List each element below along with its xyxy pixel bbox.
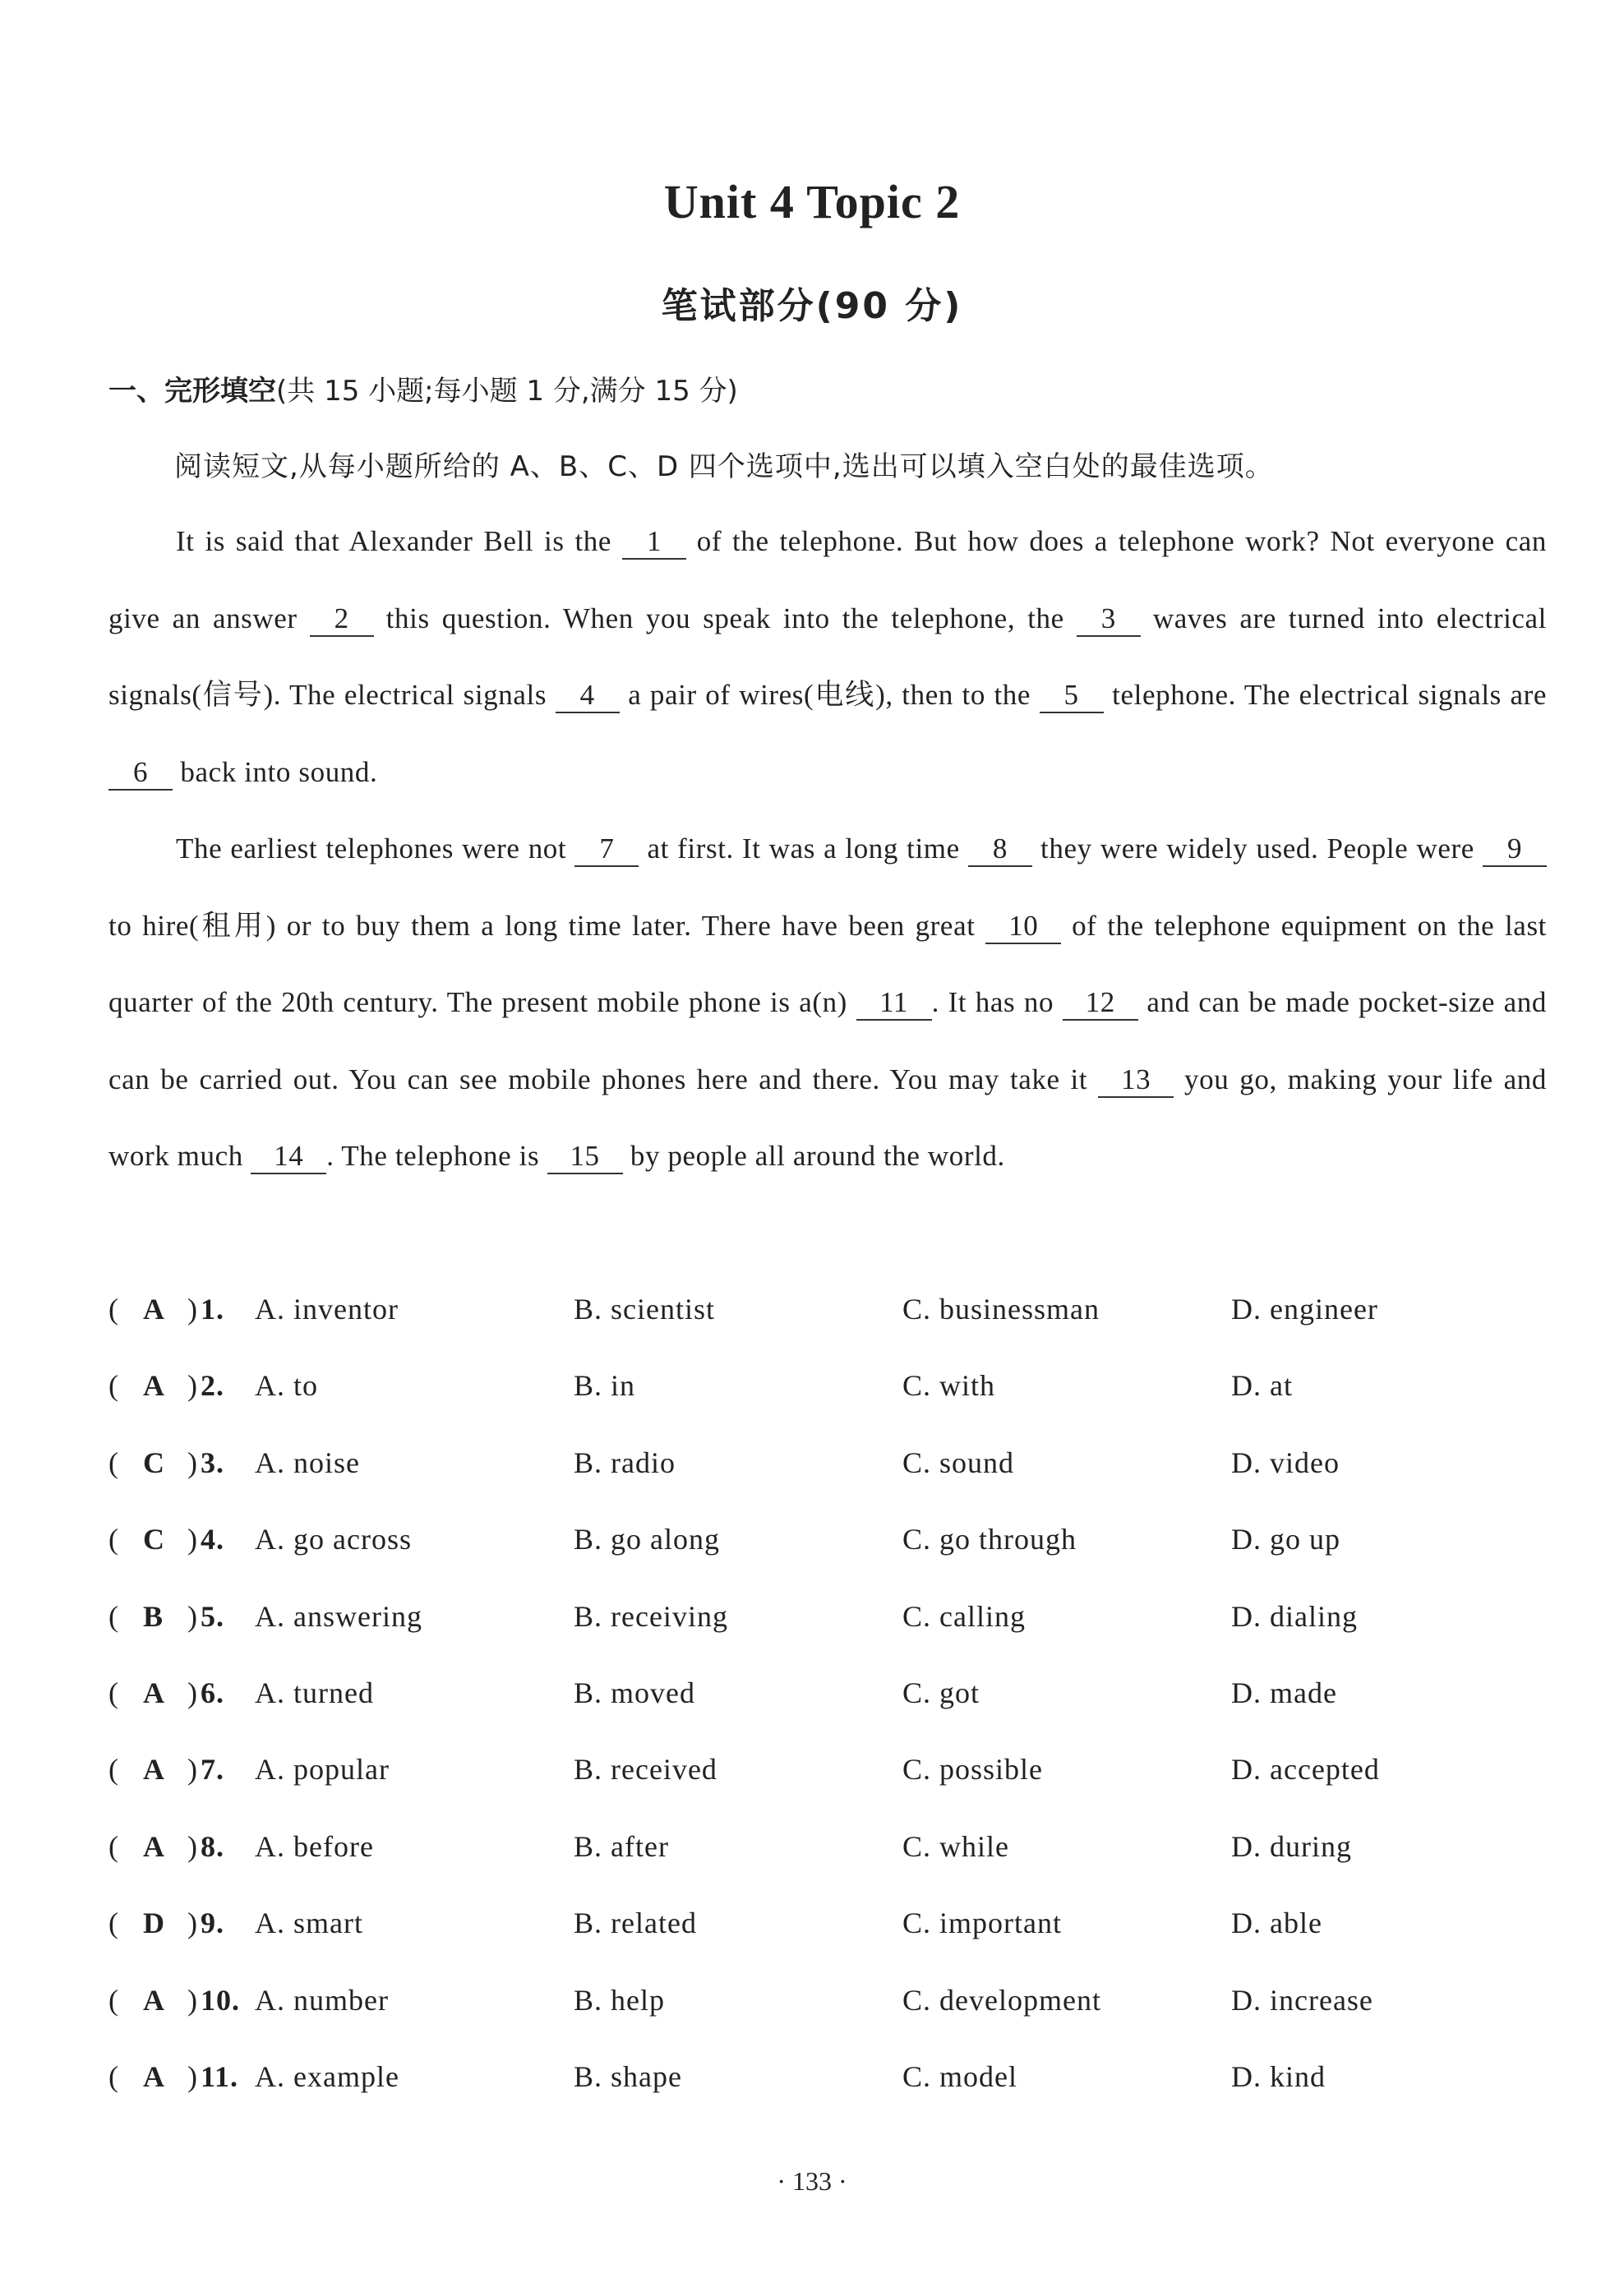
answer-mark: D — [143, 1907, 165, 1940]
question-number: 5. — [201, 1599, 224, 1633]
section-score-note: (共 15 小题;每小题 1 分,满分 15 分) — [276, 375, 738, 408]
option-b: B. go along — [574, 1523, 720, 1556]
option-d: D. during — [1231, 1829, 1352, 1863]
passage-paragraph-1 — [108, 503, 1547, 810]
blank-3: 3 — [1077, 602, 1141, 637]
passage-text: . It has no — [931, 986, 1063, 1018]
option-b: B. receiving — [574, 1599, 728, 1633]
blank-1: 1 — [622, 525, 686, 560]
option-b: B. radio — [574, 1446, 676, 1479]
passage-text: It is said that Alexander Bell is the — [176, 525, 622, 557]
passage-text: The earliest telephones were not — [176, 832, 575, 865]
paren-close: ) — [187, 1446, 198, 1479]
option-b: B. in — [574, 1369, 636, 1403]
option-b: B. help — [574, 1983, 665, 2017]
answer-mark: B — [143, 1599, 164, 1633]
paren-open: ( — [108, 1753, 119, 1787]
answer-mark: C — [143, 1523, 165, 1556]
answer-mark: A — [143, 1753, 165, 1787]
option-d: D. go up — [1231, 1523, 1340, 1556]
option-c: C. businessman — [902, 1293, 1100, 1326]
paren-open: ( — [108, 1369, 119, 1403]
option-b: B. shape — [574, 2059, 682, 2093]
question-row-4 — [108, 1509, 1547, 1585]
question-number: 8. — [201, 1829, 224, 1863]
option-c: C. possible — [902, 1753, 1044, 1787]
page-title: Unit 4 Topic 2 — [663, 175, 961, 228]
option-d: D. dialing — [1231, 1599, 1358, 1633]
option-d: D. made — [1231, 1676, 1337, 1709]
page-number: · 133 · — [777, 2166, 847, 2196]
option-b: B. received — [574, 1753, 717, 1787]
option-c: C. got — [902, 1676, 980, 1709]
question-row-9 — [108, 1893, 1547, 1969]
paren-close: ) — [187, 1293, 198, 1326]
question-list — [108, 1279, 1547, 2123]
question-row-3 — [108, 1432, 1547, 1509]
question-number: 9. — [201, 1907, 224, 1940]
page-subtitle: 笔试部分(90 分) — [661, 285, 963, 327]
blank-11: 11 — [856, 986, 932, 1021]
paren-open: ( — [108, 1599, 119, 1633]
option-a: A. answering — [255, 1599, 422, 1633]
option-c: C. while — [902, 1829, 1009, 1863]
option-d: D. kind — [1231, 2059, 1326, 2093]
option-c: C. important — [902, 1907, 1062, 1940]
option-b: B. scientist — [574, 1293, 715, 1326]
passage-text: to hire(租用) or to buy them a long time later. There have been great — [108, 909, 986, 942]
paren-open: ( — [108, 2059, 119, 2093]
passage-text: telephone. The electrical signals are — [1103, 679, 1547, 711]
answer-mark: A — [143, 1676, 165, 1709]
option-a: A. to — [255, 1369, 318, 1403]
passage-text: . The telephone is — [326, 1140, 547, 1172]
blank-5: 5 — [1040, 679, 1104, 713]
passage-text: at first. It was a long time — [639, 832, 968, 865]
option-d: D. video — [1231, 1446, 1340, 1479]
section-instruction: 阅读短文,从每小题所给的 A、B、C、D 四个选项中,选出可以填入空白处的最佳选项。 — [174, 450, 1274, 483]
blank-2: 2 — [310, 602, 374, 637]
passage-text: they were widely used. People were — [1031, 832, 1483, 865]
blank-4: 4 — [556, 679, 620, 713]
option-c: C. model — [902, 2059, 1017, 2093]
answer-mark: C — [143, 1446, 165, 1479]
paren-close: ) — [187, 2059, 198, 2093]
question-row-7 — [108, 1739, 1547, 1815]
option-a: A. turned — [255, 1676, 374, 1709]
paren-open: ( — [108, 1446, 119, 1479]
paren-open: ( — [108, 1523, 119, 1556]
option-d: D. engineer — [1231, 1293, 1378, 1326]
blank-6: 6 — [108, 756, 173, 791]
question-row-10 — [108, 1970, 1547, 2046]
option-d: D. increase — [1231, 1983, 1373, 2017]
answer-mark: A — [143, 1829, 165, 1863]
option-b: B. moved — [574, 1676, 695, 1709]
paren-open: ( — [108, 1676, 119, 1709]
blank-8: 8 — [968, 832, 1032, 867]
option-a: A. go across — [255, 1523, 412, 1556]
passage-text: of the telephone equipment on the last quarter of the 20th century. The present mobile phone is a(n) — [108, 909, 1547, 1018]
question-number: 11. — [201, 2059, 239, 2093]
answer-mark: A — [143, 1369, 165, 1403]
question-number: 4. — [201, 1523, 224, 1556]
blank-10: 10 — [985, 910, 1061, 944]
blank-15: 15 — [547, 1140, 623, 1174]
question-number: 2. — [201, 1369, 224, 1403]
passage-text: back into sound. — [173, 755, 378, 788]
question-number: 3. — [201, 1446, 224, 1479]
option-a: A. noise — [255, 1446, 360, 1479]
question-row-11 — [108, 2046, 1547, 2123]
option-a: A. popular — [255, 1753, 390, 1787]
question-row-2 — [108, 1355, 1547, 1432]
cloze-passage — [108, 503, 1547, 1195]
blank-7: 7 — [574, 832, 639, 867]
question-row-6 — [108, 1662, 1547, 1739]
paren-close: ) — [187, 1829, 198, 1863]
option-c: C. calling — [902, 1599, 1026, 1633]
option-c: C. development — [902, 1983, 1101, 2017]
option-d: D. at — [1231, 1369, 1293, 1403]
paren-open: ( — [108, 1829, 119, 1863]
passage-text: a pair of wires(电线), then to the — [619, 679, 1040, 711]
passage-text: of the telephone. But how does a telephone work? Not everyone can give an answer — [108, 525, 1547, 634]
paren-open: ( — [108, 1907, 119, 1940]
paren-open: ( — [108, 1983, 119, 2017]
option-a: A. number — [255, 1983, 389, 2017]
paren-close: ) — [187, 1599, 198, 1633]
paren-close: ) — [187, 1983, 198, 2017]
paren-open: ( — [108, 1293, 119, 1326]
option-a: A. example — [255, 2059, 399, 2093]
option-d: D. accepted — [1231, 1753, 1380, 1787]
passage-text: you go, making your life and work much — [108, 1063, 1547, 1172]
option-c: C. with — [902, 1369, 996, 1403]
question-row-8 — [108, 1816, 1547, 1893]
paren-close: ) — [187, 1907, 198, 1940]
passage-text: this question. When you speak into the telephone, the — [373, 602, 1077, 634]
answer-mark: A — [143, 1983, 165, 2017]
option-a: A. smart — [255, 1907, 363, 1940]
passage-text: waves are turned into electrical signals(信号). The electrical signals — [108, 602, 1548, 711]
option-a: A. before — [255, 1829, 374, 1863]
option-b: B. after — [574, 1829, 669, 1863]
question-number: 7. — [201, 1753, 224, 1787]
question-number: 10. — [201, 1983, 240, 2017]
paren-close: ) — [187, 1523, 198, 1556]
blank-13: 13 — [1098, 1063, 1174, 1098]
option-a: A. inventor — [255, 1293, 399, 1326]
question-row-1 — [108, 1279, 1547, 1355]
blank-14: 14 — [251, 1140, 326, 1174]
passage-paragraph-2 — [108, 810, 1547, 1195]
section-title: 一、完形填空 — [108, 375, 276, 408]
paren-close: ) — [187, 1369, 198, 1403]
paren-close: ) — [187, 1753, 198, 1787]
question-number: 1. — [201, 1293, 224, 1326]
section-heading — [108, 368, 738, 408]
question-number: 6. — [201, 1676, 224, 1709]
answer-mark: A — [143, 2059, 165, 2093]
passage-text: by people all around the world. — [622, 1140, 1005, 1172]
option-b: B. related — [574, 1907, 697, 1940]
option-c: C. sound — [902, 1446, 1015, 1479]
option-c: C. go through — [902, 1523, 1077, 1556]
paren-close: ) — [187, 1676, 198, 1709]
option-d: D. able — [1231, 1907, 1322, 1940]
blank-9: 9 — [1483, 832, 1547, 867]
blank-12: 12 — [1063, 986, 1138, 1021]
passage-text: and can be made pocket-size and can be carried out. You can see mobile phones here and there. You may take it — [108, 986, 1547, 1095]
question-row-5 — [108, 1586, 1547, 1662]
answer-mark: A — [143, 1293, 165, 1326]
